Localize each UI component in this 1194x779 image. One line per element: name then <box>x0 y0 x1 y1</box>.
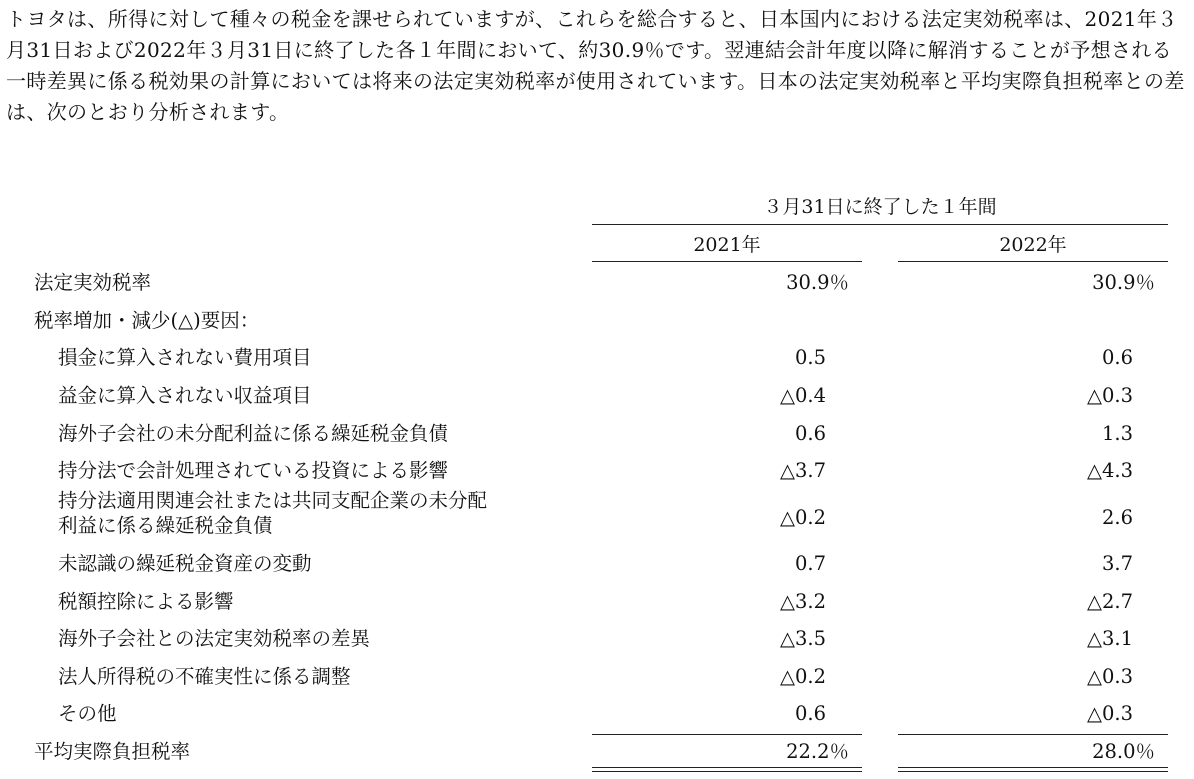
value-2021: 22.2％ <box>786 740 849 763</box>
table-row <box>0 341 1194 377</box>
row-label: 未認識の繰延税金資産の変動 <box>58 552 312 575</box>
row-label: 税額控除による影響 <box>58 590 234 613</box>
table-row-total <box>0 735 1194 771</box>
value-2022: △0.3 <box>1086 702 1133 725</box>
intro-paragraph: トヨタは、所得に対して種々の税金を課せられていますが、これらを総合すると、日本国内における法定実効税率は、2021年３月31日および2022年３月31日に終了した各１年間において、約30.9％です。翌連結会計年度以降に解消することが予想される一時差異に係る税効果の計算においては将来の法定実効税率が使用されています。日本の法定実効税率と平均実際負担税率との差は、次のとおり分析されます。 <box>6 7 1185 124</box>
table-row <box>0 266 1194 302</box>
value-2022: △2.7 <box>1086 590 1133 613</box>
value-2022: 1.3 <box>1101 422 1133 445</box>
table-row <box>0 379 1194 415</box>
value-2022: △3.1 <box>1086 627 1133 650</box>
total-double-rule-2022 <box>898 767 1168 772</box>
table-row <box>0 547 1194 583</box>
row-label: 税率増加・減少(△)要因： <box>34 309 260 332</box>
row-label: 持分法適用関連会社または共同支配企業の未分配利益に係る繰延税金負債 <box>58 489 488 537</box>
value-2022: 3.7 <box>1101 552 1133 575</box>
value-2022: 28.0％ <box>1092 740 1155 763</box>
value-2021: 0.5 <box>794 346 826 369</box>
row-label: 法人所得税の不確実性に係る調整 <box>58 665 351 688</box>
value-2021: △3.2 <box>779 590 826 613</box>
value-2022: △4.3 <box>1086 459 1133 482</box>
value-2022: 0.6 <box>1101 346 1133 369</box>
value-2021: △0.2 <box>779 665 826 688</box>
row-label: その他 <box>58 702 117 725</box>
table-row <box>0 304 1194 340</box>
year-header-2021: 2021年 <box>592 232 862 262</box>
table-row <box>0 697 1194 733</box>
value-2021: 30.9％ <box>786 271 849 294</box>
period-header: ３月31日に終了した１年間 <box>592 194 1168 225</box>
total-double-rule-2021 <box>592 767 862 772</box>
table-row <box>0 660 1194 696</box>
value-2022: △0.3 <box>1086 665 1133 688</box>
value-2021: △0.4 <box>779 384 826 407</box>
table-row <box>0 454 1194 490</box>
table-row <box>0 622 1194 658</box>
value-2021: △3.5 <box>779 627 826 650</box>
row-label: 益金に算入されない収益項目 <box>58 384 312 407</box>
table-row <box>0 585 1194 621</box>
row-label: 法定実効税率 <box>34 271 152 294</box>
row-label: 持分法で会計処理されている投資による影響 <box>58 459 449 482</box>
table-row <box>0 488 1194 550</box>
value-2021: 0.7 <box>794 552 826 575</box>
value-2022: 30.9％ <box>1092 271 1155 294</box>
table-row <box>0 417 1194 453</box>
row-label: 損金に算入されない費用項目 <box>58 346 312 369</box>
value-2021: △3.7 <box>779 459 826 482</box>
value-2021: 0.6 <box>794 702 826 725</box>
row-label: 海外子会社との法定実効税率の差異 <box>58 627 371 650</box>
value-2022: 2.6 <box>1101 506 1133 529</box>
row-label: 海外子会社の未分配利益に係る繰延税金負債 <box>58 422 449 445</box>
year-header-2022: 2022年 <box>898 232 1168 262</box>
value-2021: 0.6 <box>794 422 826 445</box>
value-2022: △0.3 <box>1086 384 1133 407</box>
value-2021: △0.2 <box>779 506 826 529</box>
row-label: 平均実際負担税率 <box>34 740 191 763</box>
